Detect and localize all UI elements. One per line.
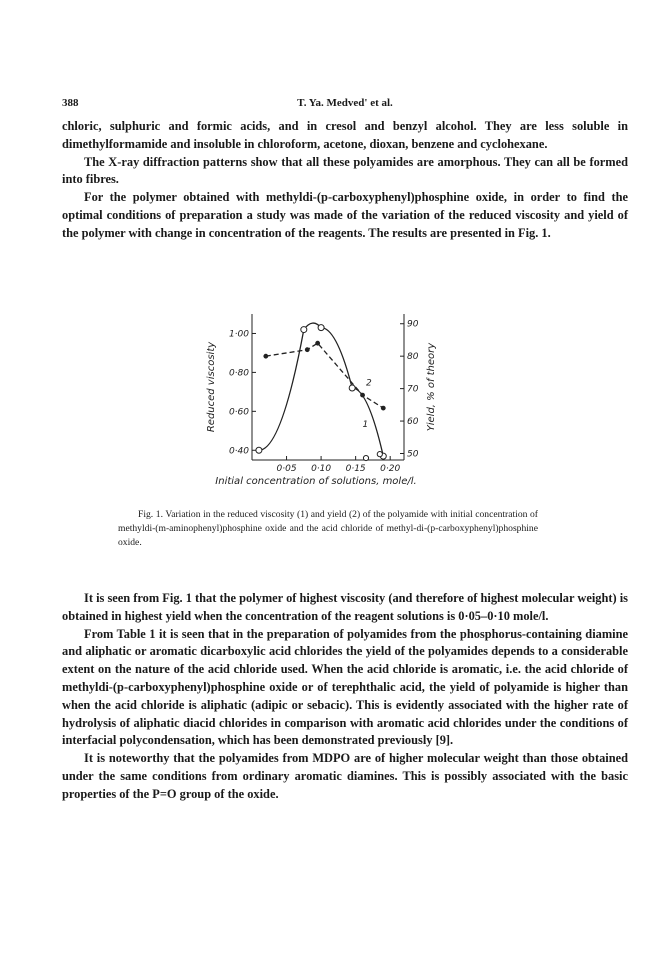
series-1-label: 1: [362, 419, 369, 430]
series-1-line: [259, 323, 383, 456]
series-2-line: [266, 343, 383, 408]
body-text-bottom: [62, 590, 628, 804]
y-right-tick-label: 90: [407, 319, 419, 330]
y-right-axis-label: Yield, % of theory: [426, 342, 437, 432]
paragraph: The X-ray diffraction patterns show that all these polyamides are amorphous. They can all be formed into fibres.: [62, 154, 628, 187]
paragraph: It is noteworthy that the polyamides from MDPO are of higher molecular weight than those obtained under the same conditions from ordinary aromatic diamines. This is possibly associated with the basic properties of the P=O group of the oxide.: [62, 751, 628, 801]
y-right-tick-label: 50: [407, 449, 419, 460]
series-2-point: [305, 347, 310, 352]
series-1-point: [318, 325, 324, 331]
caption-text: Fig. 1. Variation in the reduced viscosity (1) and yield (2) of the polyamide with initial concentration of methyldi-(m-aminophenyl)phosphine oxide and the acid chloride of methyl-di-(p-carboxyphenyl)phosphine oxide.: [118, 509, 538, 548]
series-2-label: 2: [366, 378, 372, 389]
y-right-tick-label: 70: [407, 384, 419, 395]
y-left-tick-label: 1·00: [228, 329, 249, 340]
series-1-point: [301, 327, 307, 333]
series-1-point: [349, 385, 355, 391]
series-2-point: [263, 354, 268, 359]
running-header: [62, 97, 628, 113]
y-left-tick-label: 0·60: [228, 407, 249, 418]
y-left-tick-label: 0·40: [228, 446, 249, 457]
y-left-axis-label: Reduced viscosity: [206, 341, 217, 433]
scatter-point: [377, 452, 382, 457]
paragraph: For the polymer obtained with methyldi-(p-carboxyphenyl)phosphine oxide, in order to find the optimal conditions of preparation a study was made of the variation of the reduced viscosity and yield of the polymer with change in concentration of the reagents. The results are presented in Fig. 1.: [62, 190, 628, 240]
paragraph: From Table 1 it is seen that in the preparation of polyamides from the phosphorus-containing diamine and aliphatic or aromatic dicarboxylic acid chlorides the yield of the polyamides depends to a considerable extent on the nature of the acid chloride used. When the acid chloride is aromatic, i.e. the acid chloride of methyldi-(p-carboxyphenyl)phosphine oxide or of terephthalic acid, the yield of polyamide is higher than when the acid chloride is aliphatic (adipic or sebacic). This is evidently associated with the higher rate of hydrolysis of aliphatic diacid chlorides in comparison with aromatic acid chlorides under the conditions of interfacial polycondensation, which has been demonstrated previously [9].: [62, 626, 628, 748]
running-title: T. Ya. Medved' et al.: [297, 97, 393, 109]
x-axis-label: Initial concentration of solutions, mole/l.: [215, 476, 417, 487]
series-1-point: [256, 447, 262, 453]
figure-caption: [118, 508, 538, 550]
y-left-tick-label: 0·80: [228, 368, 249, 379]
body-text-top: [62, 118, 628, 243]
paragraph: It is seen from Fig. 1 that the polymer of highest viscosity (and therefore of highest molecular weight) is obtained in highest yield when the concentration of the reagent solutions is 0·05–0·10 mole/l.: [62, 591, 628, 623]
figure-1: [180, 300, 480, 500]
series-2-point: [360, 393, 365, 398]
y-right-tick-label: 60: [407, 417, 419, 428]
figure-1-chart: [180, 300, 480, 500]
paragraph: chloric, sulphuric and formic acids, and in cresol and benzyl alcohol. They are less soluble in dimethylformamide and insoluble in chloroform, acetone, dioxan, benzene and cyclohexane.: [62, 119, 628, 151]
y-right-tick-label: 80: [407, 352, 419, 363]
x-tick-label: 0·15: [345, 464, 366, 474]
x-tick-label: 0·05: [276, 464, 297, 474]
x-tick-label: 0·10: [311, 464, 332, 474]
x-tick-label: 0·20: [380, 464, 401, 474]
page-number: 388: [62, 97, 79, 109]
series-2-point: [381, 406, 386, 411]
scatter-point: [363, 455, 368, 460]
series-2-point: [315, 341, 320, 346]
